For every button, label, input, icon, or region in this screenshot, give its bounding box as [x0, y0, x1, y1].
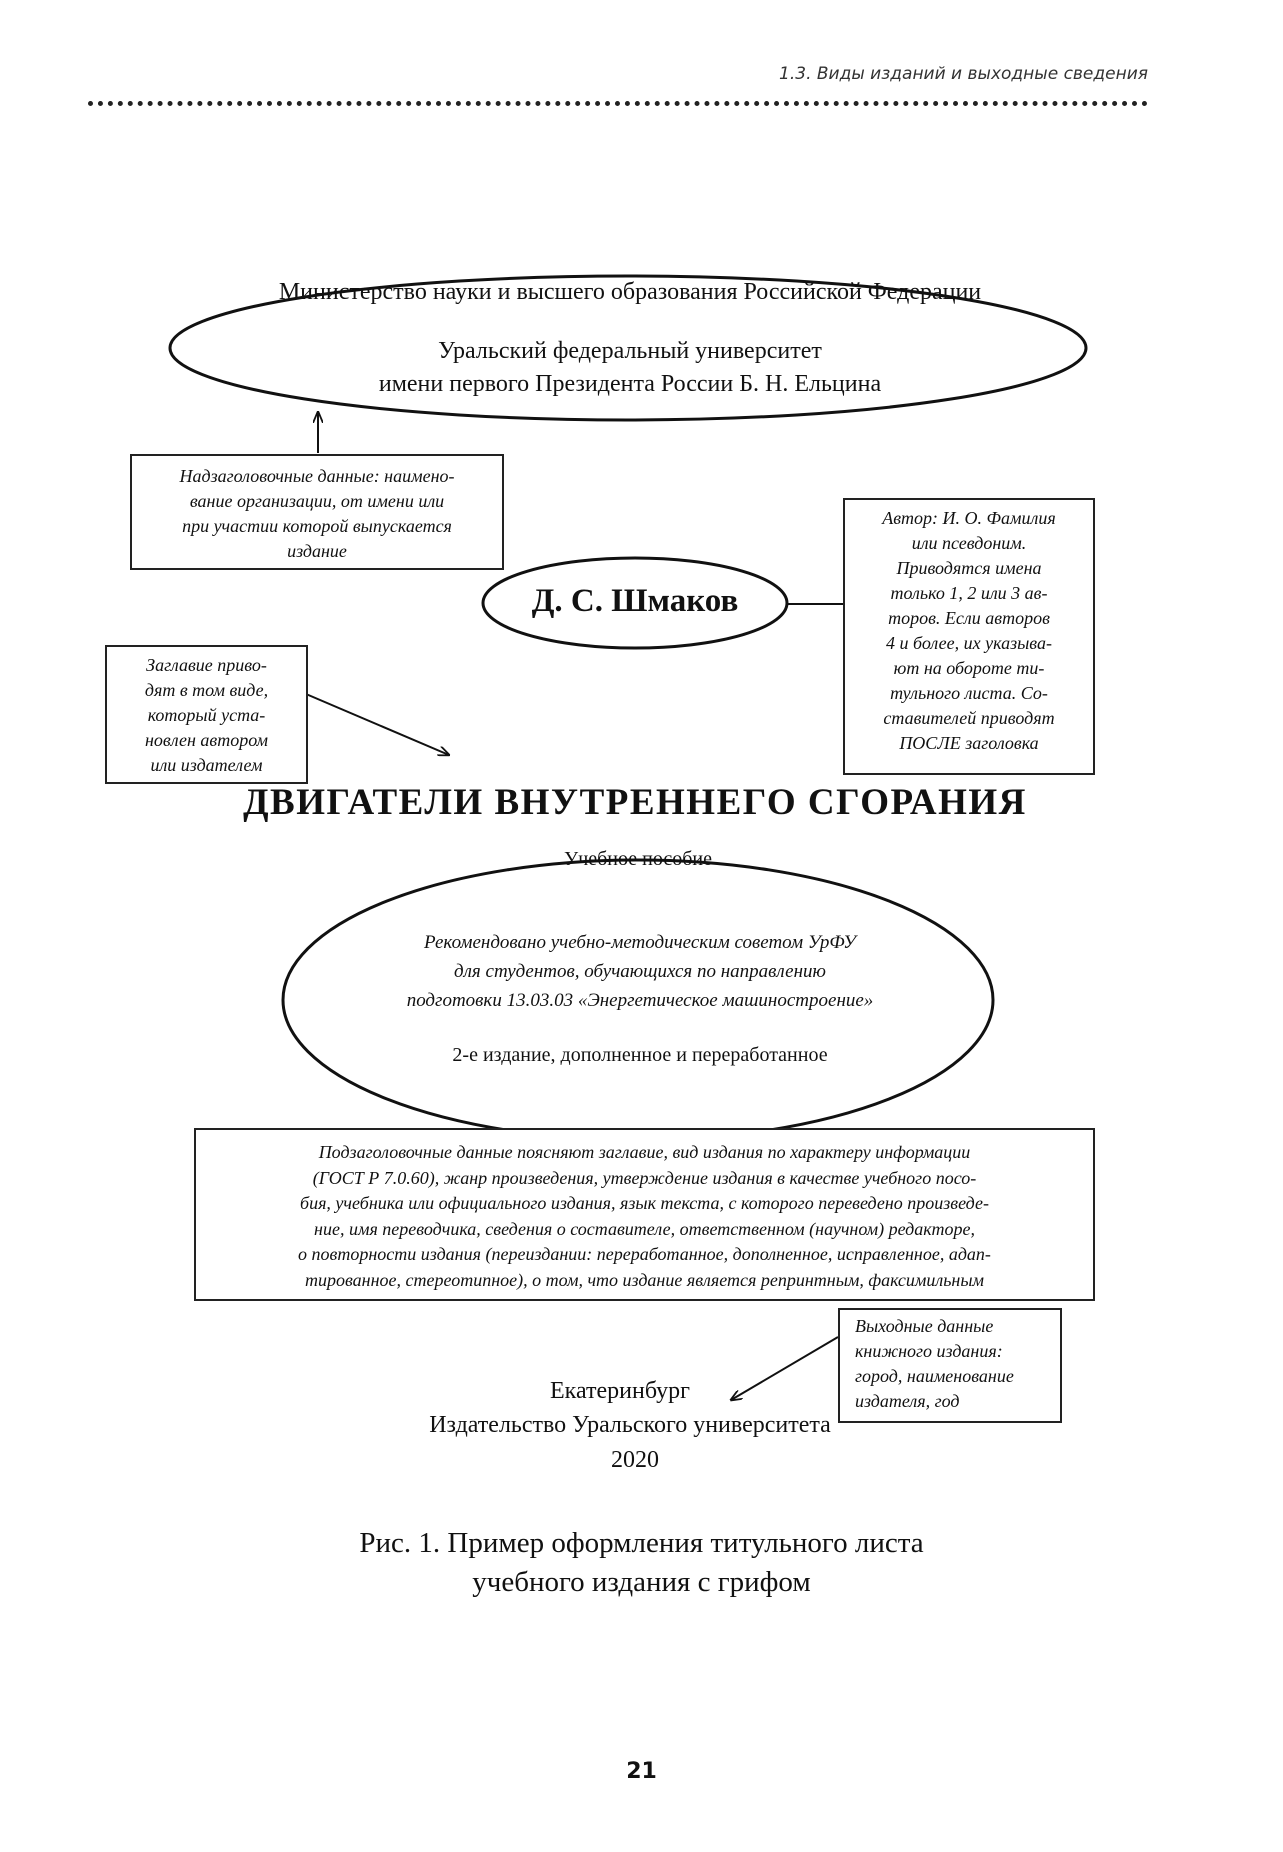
- author-note-line: только 1, 2 или 3 ав-: [890, 583, 1048, 603]
- subtitle-note: [194, 1128, 1095, 1301]
- author-note-line: Приводятся имена: [896, 558, 1042, 578]
- above-title-note: [130, 454, 504, 570]
- approval-line: для студентов, обучающихся по направлению: [454, 961, 826, 982]
- imprint-city: Екатеринбург: [550, 1378, 690, 1404]
- approval-line: Рекомендовано учебно-методическим советом УрФУ: [424, 932, 856, 953]
- imprint-note-line: книжного издания:: [855, 1341, 1003, 1361]
- title-note-line: Заглавие приво-: [146, 655, 267, 675]
- arrow-to-title: [306, 694, 449, 755]
- title-note: [105, 645, 308, 784]
- author-note-line: 4 и более, их указыва-: [886, 633, 1052, 653]
- subtitle-note-line: бия, учебника или официального издания, язык текста, с которого переведено произведе-: [300, 1193, 989, 1213]
- above-title-note-line: при участии которой выпускается: [182, 516, 452, 536]
- imprint-note-line: издателя, год: [855, 1391, 960, 1411]
- title-note-line: который уста-: [147, 705, 266, 725]
- figure-caption-line-1: Рис. 1. Пример оформления титульного листа: [359, 1527, 924, 1559]
- page-number: 21: [626, 1759, 657, 1784]
- author-note-line: ставителей приводят: [883, 708, 1055, 728]
- title-note-line: новлен автором: [144, 730, 269, 750]
- author-note-line: ют на обороте ти-: [893, 658, 1045, 678]
- running-header: 1.3. Виды изданий и выходные сведения: [779, 64, 1148, 84]
- title-note-line: дят в том виде,: [144, 680, 269, 700]
- imprint-publisher: Издательство Уральского университета: [429, 1412, 831, 1438]
- imprint-year: 2020: [611, 1447, 659, 1473]
- book-title: ДВИГАТЕЛИ ВНУТРЕННЕГО СГОРАНИЯ: [243, 782, 1027, 823]
- edition-line: 2-е издание, дополненное и переработанное: [452, 1044, 828, 1066]
- author-note-line: ПОСЛЕ заголовка: [899, 733, 1039, 753]
- subtitle-note-line: тированное, стереотипное), о том, что издание является репринтным, факсимильным: [304, 1269, 985, 1290]
- university-line-2: имени первого Президента России Б. Н. Ельцина: [378, 371, 882, 397]
- figure-caption-line-2: учебного издания с грифом: [472, 1566, 811, 1598]
- author-note: [843, 498, 1095, 775]
- university-line-1: Уральский федеральный университет: [438, 338, 822, 364]
- author-note-line: или псевдоним.: [911, 533, 1027, 553]
- author-note-line: Автор: И. О. Фамилия: [882, 508, 1056, 528]
- subtitle-note-line: о повторности издания (переиздании: переработанное, дополненное, исправленное, адап-: [298, 1244, 991, 1264]
- arrow-to-imprint: [731, 1337, 838, 1400]
- imprint-note: [838, 1308, 1062, 1423]
- genre-line: Учебное пособие: [564, 848, 712, 870]
- subtitle-note-line: (ГОСТ Р 7.0.60), жанр произведения, утверждение издания в качестве учебного посо-: [312, 1167, 977, 1188]
- author-note-line: тульного листа. Со-: [890, 683, 1048, 703]
- above-title-note-line: издание: [287, 541, 347, 561]
- ministry-line: Министерство науки и высшего образования Российской Федерации: [278, 279, 982, 305]
- approval-line: подготовки 13.03.03 «Энергетическое машиностроение»: [406, 990, 874, 1011]
- subtitle-note-line: ние, имя переводчика, сведения о составителе, ответственном (научном) редакторе,: [314, 1218, 975, 1239]
- above-title-note-line: вание организации, от имени или: [189, 491, 445, 511]
- subtitle-note-line: Подзаголовочные данные поясняют заглавие, вид издания по характеру информации: [318, 1142, 971, 1162]
- title-note-line: или издателем: [150, 755, 263, 775]
- author-note-line: торов. Если авторов: [888, 608, 1050, 628]
- above-title-note-line: Надзаголовочные данные: наимено-: [179, 466, 455, 486]
- imprint-note-line: город, наименование: [855, 1366, 1014, 1386]
- approval-block: [300, 928, 980, 1015]
- author-name: Д. С. Шмаков: [531, 583, 739, 619]
- imprint-note-line: Выходные данные: [855, 1316, 994, 1336]
